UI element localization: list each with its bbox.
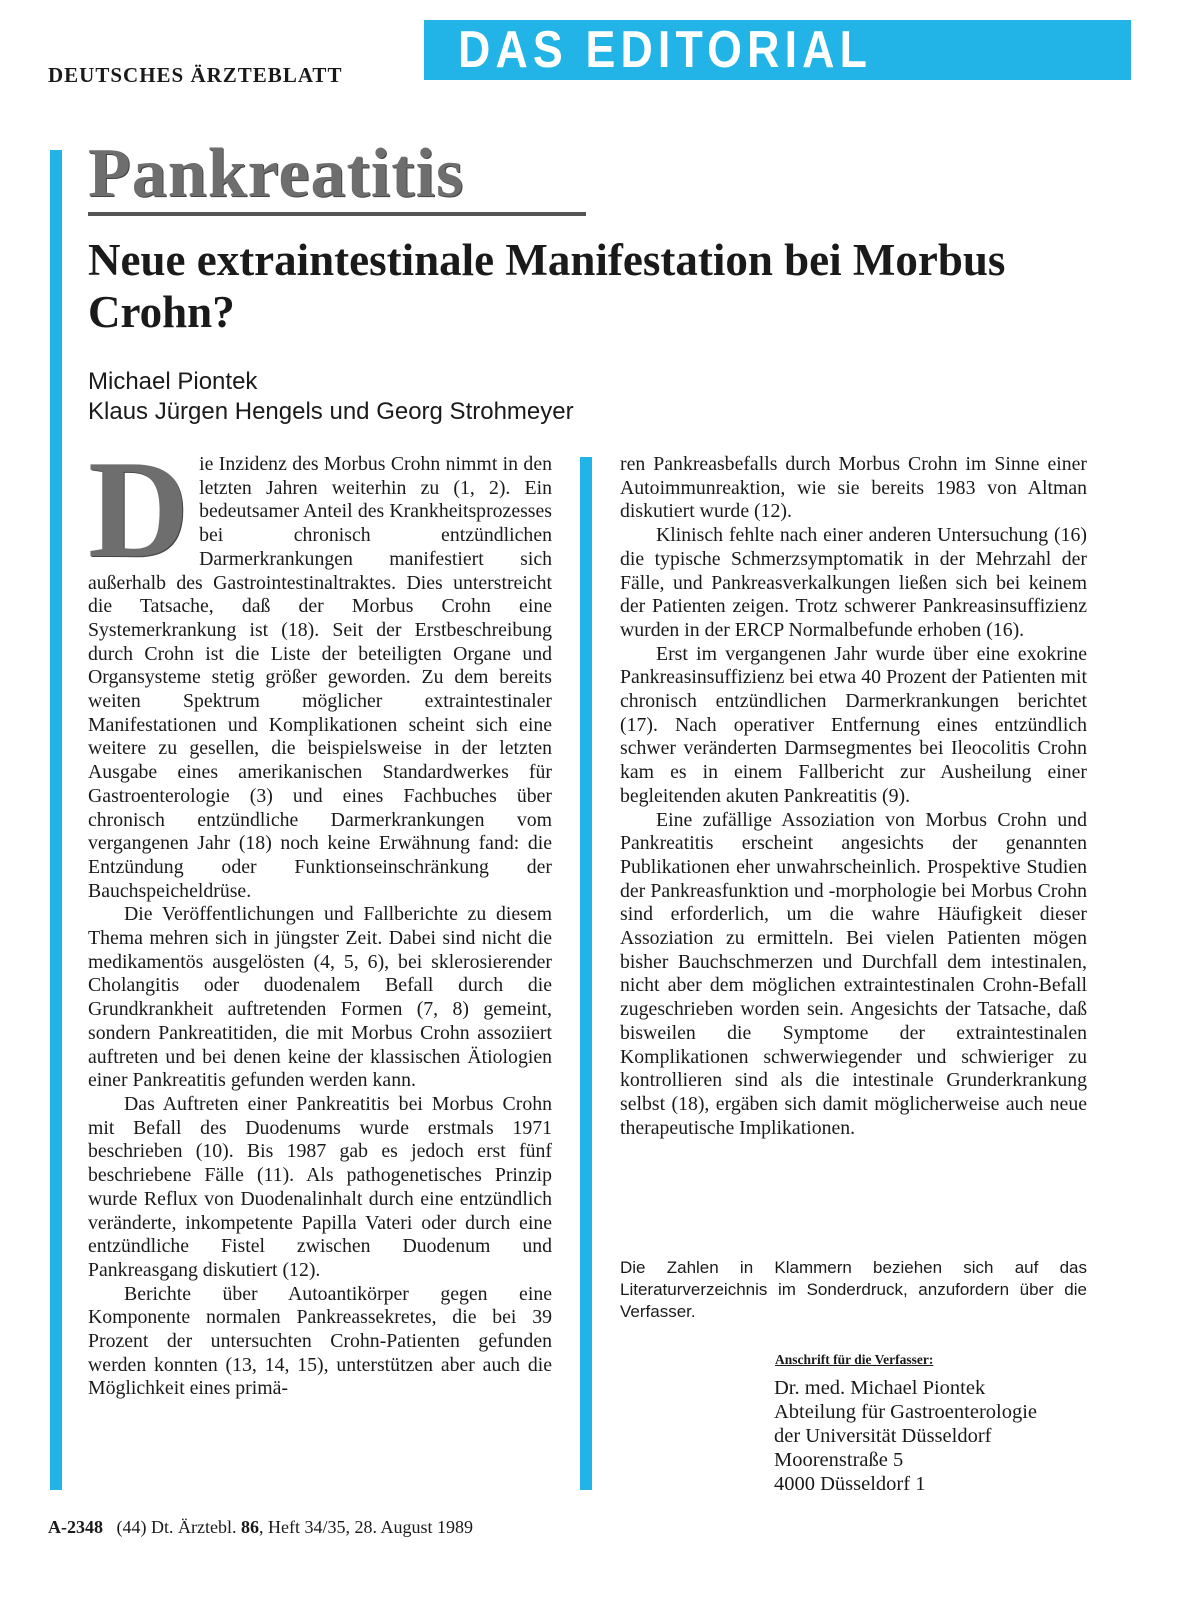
title-underline: [88, 212, 586, 216]
paragraph: ren Pankreasbefalls durch Morbus Crohn im Sinne einer Autoimmunreaktion, wie sie bereits 1983 von Altman diskutiert wurde (12).: [620, 453, 1087, 523]
author-address: [774, 1376, 1037, 1496]
address-line: 4000 Düsseldorf 1: [774, 1473, 926, 1495]
paragraph: Klinisch fehlte nach einer anderen Untersuchung (16) die typische Schmerzsymptomatik in der Mehrzahl der Fälle, und Pankreasverkalkungen ließen sich bei keinem der Patienten zeigen. Trotz schwerer Pankreasinsuffizienz wurden in der ERCP Normalbefunde erhoben (16).: [620, 524, 1087, 641]
volume-number: 86: [240, 1517, 259, 1537]
author-line-2: Klaus Jürgen Hengels und Georg Strohmeyer: [88, 398, 574, 425]
column-divider-bar: [580, 457, 592, 1490]
right-text-column: [620, 453, 1087, 1140]
article-title: Pankreatitis: [88, 135, 465, 212]
journal-name: DEUTSCHES ÄRZTEBLATT: [48, 63, 343, 87]
author-line-1: Michael Piontek: [88, 368, 258, 395]
editorial-banner: [424, 20, 1131, 80]
left-accent-bar: [50, 150, 62, 1490]
address-line: Abteilung für Gastroenterologie: [774, 1401, 1038, 1423]
address-heading: Anschrift für die Verfasser:: [775, 1352, 934, 1367]
paragraph: Das Auftreten einer Pankreatitis bei Morbus Crohn mit Befall des Duodenums wurde erstmals 1971 beschrieben (10). Bis 1987 gab es jedoch erst fünf beschriebene Fälle (11). Als pathogenetisches Prinzip wurde Reflux von Duodenalinhalt durch eine entzündlich veränderte, inkompetente Papilla Vateri oder durch eine entzündliche Fistel zwischen Duodenum und Pankreasgang diskutiert (12).: [88, 1092, 552, 1281]
banner-label: DAS EDITORIAL: [458, 21, 873, 79]
paragraph: Eine zufällige Assoziation von Morbus Crohn und Pankreatitis erscheint angesichts der genannten Publikationen eher unwahrscheinlich. Prospektive Studien der Pankreasfunktion und -morphologie bei Morbus Crohn sind erforderlich, um die wahre Häufigkeit dieser Assoziation zu ermitteln. Bei vielen Patienten mögen bisher Bauchschmerzen und Durchfall dem intestinalen, nicht aber dem möglichen extraintestinalen Crohn-Befall zugeschrieben worden sein. Angesichts der Tatsache, daß bisweilen die Symptome der extraintestinalen Komplikationen schwerwiegender und schwieriger zu kontrollieren sind als die intestinale Grunderkrankung selbst (18), ergäben sich damit möglicherweise auch neue therapeutische Implikationen.: [620, 808, 1087, 1139]
address-line: Moorenstraße 5: [774, 1449, 904, 1471]
page-code: A-2348: [48, 1517, 103, 1537]
references-note: Die Zahlen in Klammern beziehen sich auf das Literaturverzeichnis im Sonderdruck, anzufordern über die Verfasser.: [620, 1258, 1087, 1321]
left-text-column: [88, 432, 552, 1401]
issue-details: , Heft 34/35, 28. August 1989: [258, 1517, 473, 1537]
article-subtitle: Neue extraintestinale Manifestation bei Morbus Crohn?: [88, 235, 1006, 337]
paragraph: ie Inzidenz des Morbus Crohn nimmt in den letzten Jahren weiterhin zu (1, 2). Ein bedeutsamer Anteil des Krankheitsprozesses bei chronisch entzündlichen Darmerkrankungen manifestiert sich außerhalb des Gastrointestinaltraktes. Dies unterstreicht die Tatsache, daß der Morbus Crohn eine Systemerkrankung ist (18). Seit der Erstbeschreibung durch Crohn ist die Liste der beteiligten Organe und Organsysteme stetig größer geworden. Zu dem bereits weiten Spektrum möglicher extraintestinaler Manifestationen und Komplikationen scheint sich eine weitere zu gesellen, die beispielsweise in der letzten Ausgabe eines amerikanischen Standardwerkes für Gastroenterologie (3) und eines Fachbuches über chronisch entzündliche Darmerkrankungen vom vergangenen Jahr (18) noch keine Erwähnung fand: die Entzündung oder Funktionseinschränkung der Bauchspeicheldrüse.: [88, 453, 552, 902]
paragraph: Die Veröffentlichungen und Fallberichte zu diesem Thema mehren sich in jüngster Zeit. Dabei sind nicht die medikamentös ausgelösten (4, 5, 6), bei sklerosierender Cholangitis oder duodenalem Befall durch die Grundkrankheit auftretenden Formen (7, 8) gemeint, sondern Pankreatitiden, die mit Morbus Crohn assoziiert auftreten und bei denen keine der klassischen Ätiologien einer Pankreatitis gefunden werden kann.: [88, 903, 552, 1092]
issue-prefix: (44) Dt. Ärztebl.: [116, 1517, 237, 1537]
address-line: Dr. med. Michael Piontek: [774, 1377, 986, 1399]
address-line: der Universität Düsseldorf: [774, 1425, 992, 1447]
drop-cap: D: [88, 432, 190, 587]
paragraph: Berichte über Autoantikörper gegen eine Komponente normalen Pankreassekretes, die bei 39 Prozent der untersuchten Crohn-Patienten gefunden werden konnten (13, 14, 15), unterstützen aber auch die Möglichkeit eines primä-: [88, 1282, 552, 1400]
page-footer: [48, 1517, 473, 1538]
paragraph: Erst im vergangenen Jahr wurde über eine exokrine Pankreasinsuffizienz bei etwa 40 Prozent der Patienten mit chronisch entzündlichen Darmerkrankungen berichtet (17). Nach operativer Entfernung eines entzündlich schwer veränderten Darmsegmentes bei Ileocolitis Crohn kam es in einem Fallbericht zur Ausheilung einer begleitenden akuten Pankreatitis (9).: [620, 642, 1087, 807]
